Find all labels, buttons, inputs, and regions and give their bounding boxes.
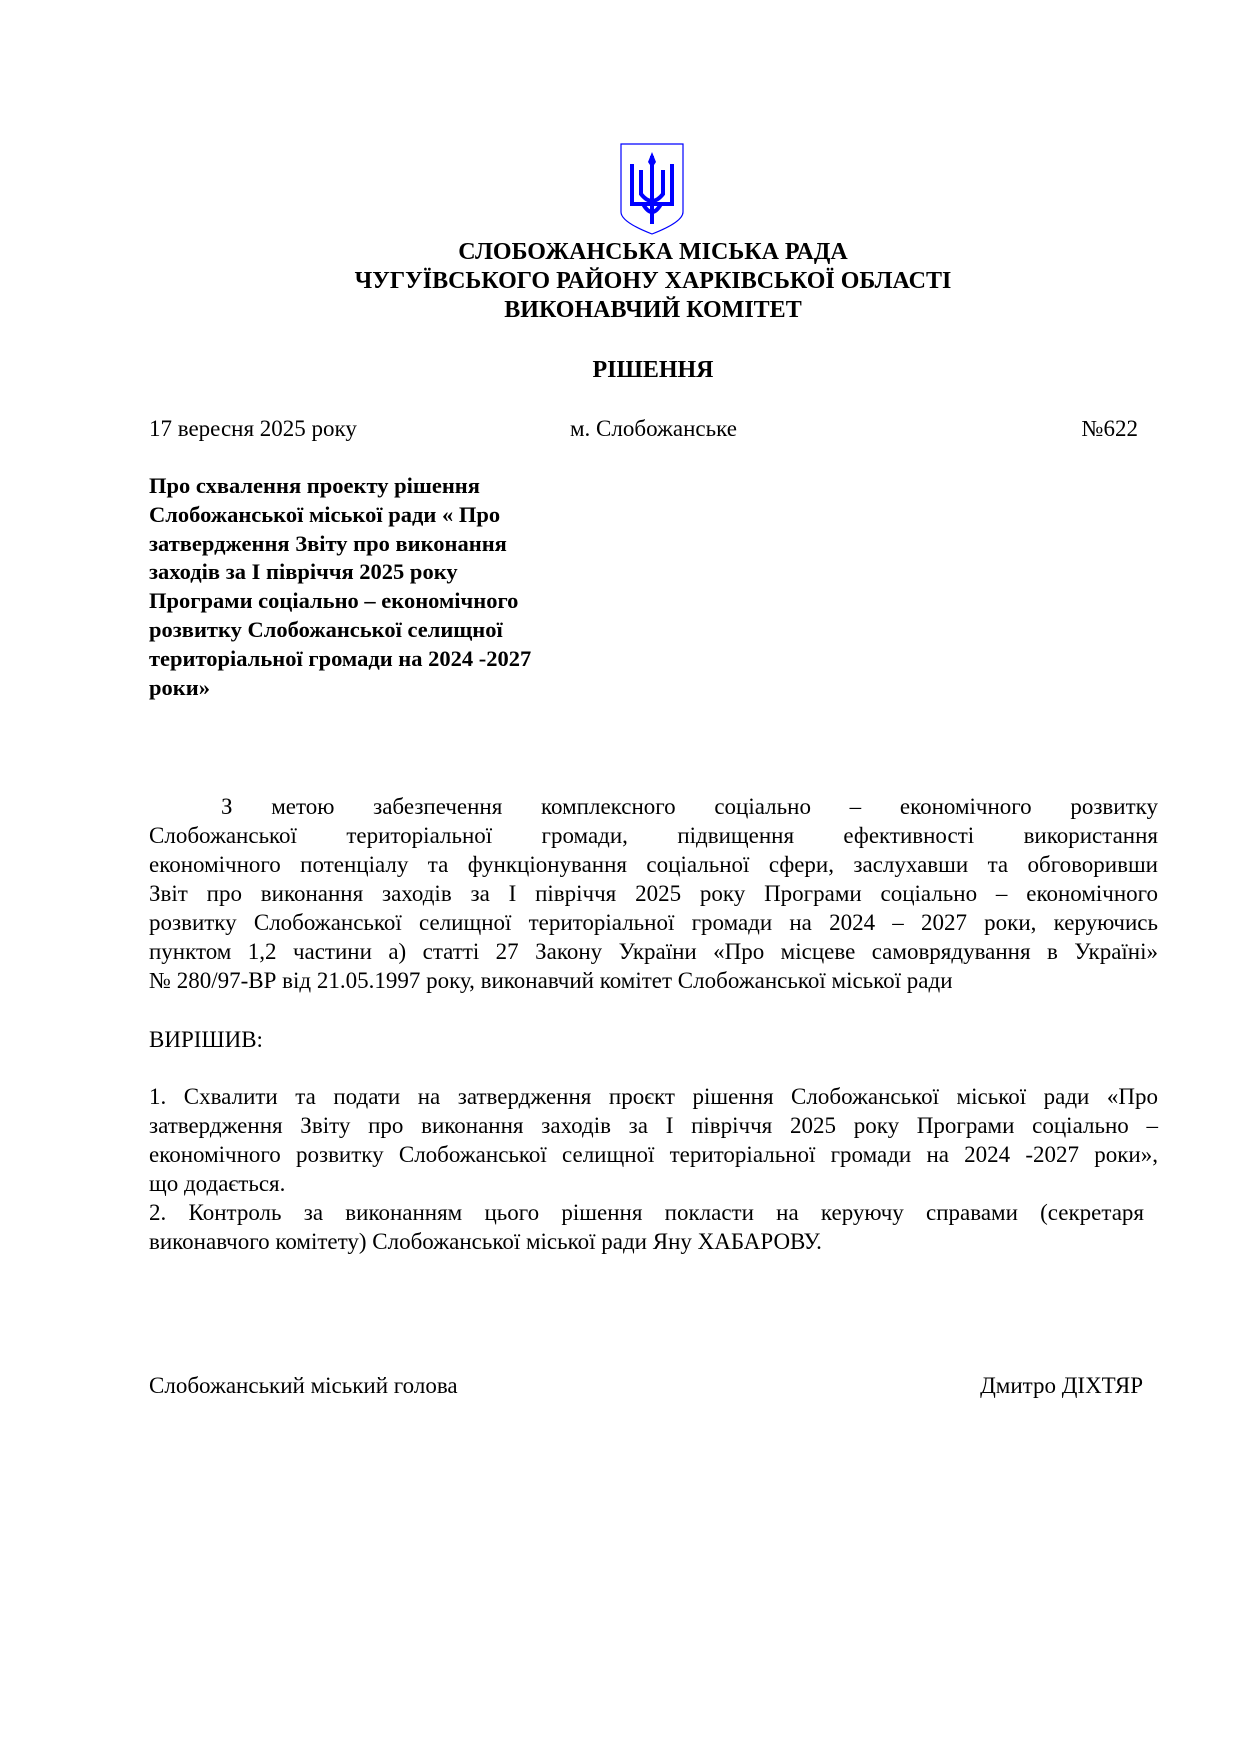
- preamble-line: розвитку Слобожанської селищної територіальної громади на 2024 – 2027 роки, керуючись: [149, 910, 1158, 935]
- item-line: економічного розвитку Слобожанської селищної територіальної громади на 2024 -2027 роки»,: [149, 1142, 1158, 1167]
- decision-title: [149, 472, 589, 702]
- district-name: ЧУГУЇВСЬКОГО РАЙОНУ ХАРКІВСЬКОЇ ОБЛАСТІ: [354, 268, 952, 294]
- item-line: 1. Схвалити та подати на затвердження проєкт рішення Слобожанської міської ради «Про: [149, 1084, 1158, 1109]
- preamble-line: економічного потенціалу та функціонування соціальної сфери, заслухавши та обговоривши: [149, 852, 1158, 877]
- title-line: розвитку Слобожанської селищної: [149, 616, 503, 642]
- title-line: Про схвалення проекту рішення: [149, 473, 480, 498]
- item-line: що додається.: [149, 1171, 286, 1196]
- decision-date: 17 вересня 2025 року: [149, 416, 357, 441]
- committee-name: ВИКОНАВЧИЙ КОМІТЕТ: [504, 297, 802, 323]
- title-line: заходів за І півріччя 2025 року: [149, 559, 458, 585]
- title-line: Програми соціально – економічного: [149, 588, 519, 614]
- title-line: затвердження Звіту про виконання: [149, 530, 507, 556]
- decision-number: №622: [1081, 416, 1138, 441]
- title-line: Слобожанської міської ради « Про: [149, 501, 501, 527]
- preamble-line: № 280/97-ВР від 21.05.1997 року, виконавчий комітет Слобожанської міської ради: [149, 968, 953, 993]
- decision-items: [149, 1082, 1158, 1256]
- item-line: виконавчого комітету) Слобожанської міської ради Яну ХАБАРОВУ.: [149, 1229, 822, 1254]
- decision-place: м. Слобожанське: [570, 416, 737, 441]
- title-line: територіальної громади на 2024 -2027: [149, 645, 532, 671]
- item-line: затвердження Звіту про виконання заходів за І півріччя 2025 року Програми соціально –: [149, 1113, 1158, 1138]
- document-type: РІШЕННЯ: [592, 357, 714, 383]
- preamble-paragraph: [149, 792, 1158, 995]
- preamble-line: З метою забезпечення комплексного соціально – економічного розвитку: [221, 794, 1158, 819]
- coat-of-arms-icon: [619, 142, 685, 236]
- decided-heading: ВИРІШИВ:: [149, 1027, 263, 1052]
- signatory-name: Дмитро ДІХТЯР: [980, 1373, 1143, 1398]
- preamble-line: пунктом 1,2 частини а) статті 27 Закону України «Про місцеве самоврядування в Україні»: [149, 939, 1158, 964]
- preamble-line: Звіт про виконання заходів за І півріччя 2025 року Програми соціально – економічного: [149, 881, 1158, 906]
- signatory-position: Слобожанський міський голова: [149, 1373, 458, 1398]
- preamble-line: Слобожанської територіальної громади, підвищення ефективності використання: [149, 823, 1158, 848]
- council-name: СЛОБОЖАНСЬКА МІСЬКА РАДА: [458, 239, 848, 265]
- title-line: роки»: [149, 674, 210, 700]
- item-line: 2. Контроль за виконанням цього рішення покласти на керуючу справами (секретаря: [149, 1200, 1144, 1225]
